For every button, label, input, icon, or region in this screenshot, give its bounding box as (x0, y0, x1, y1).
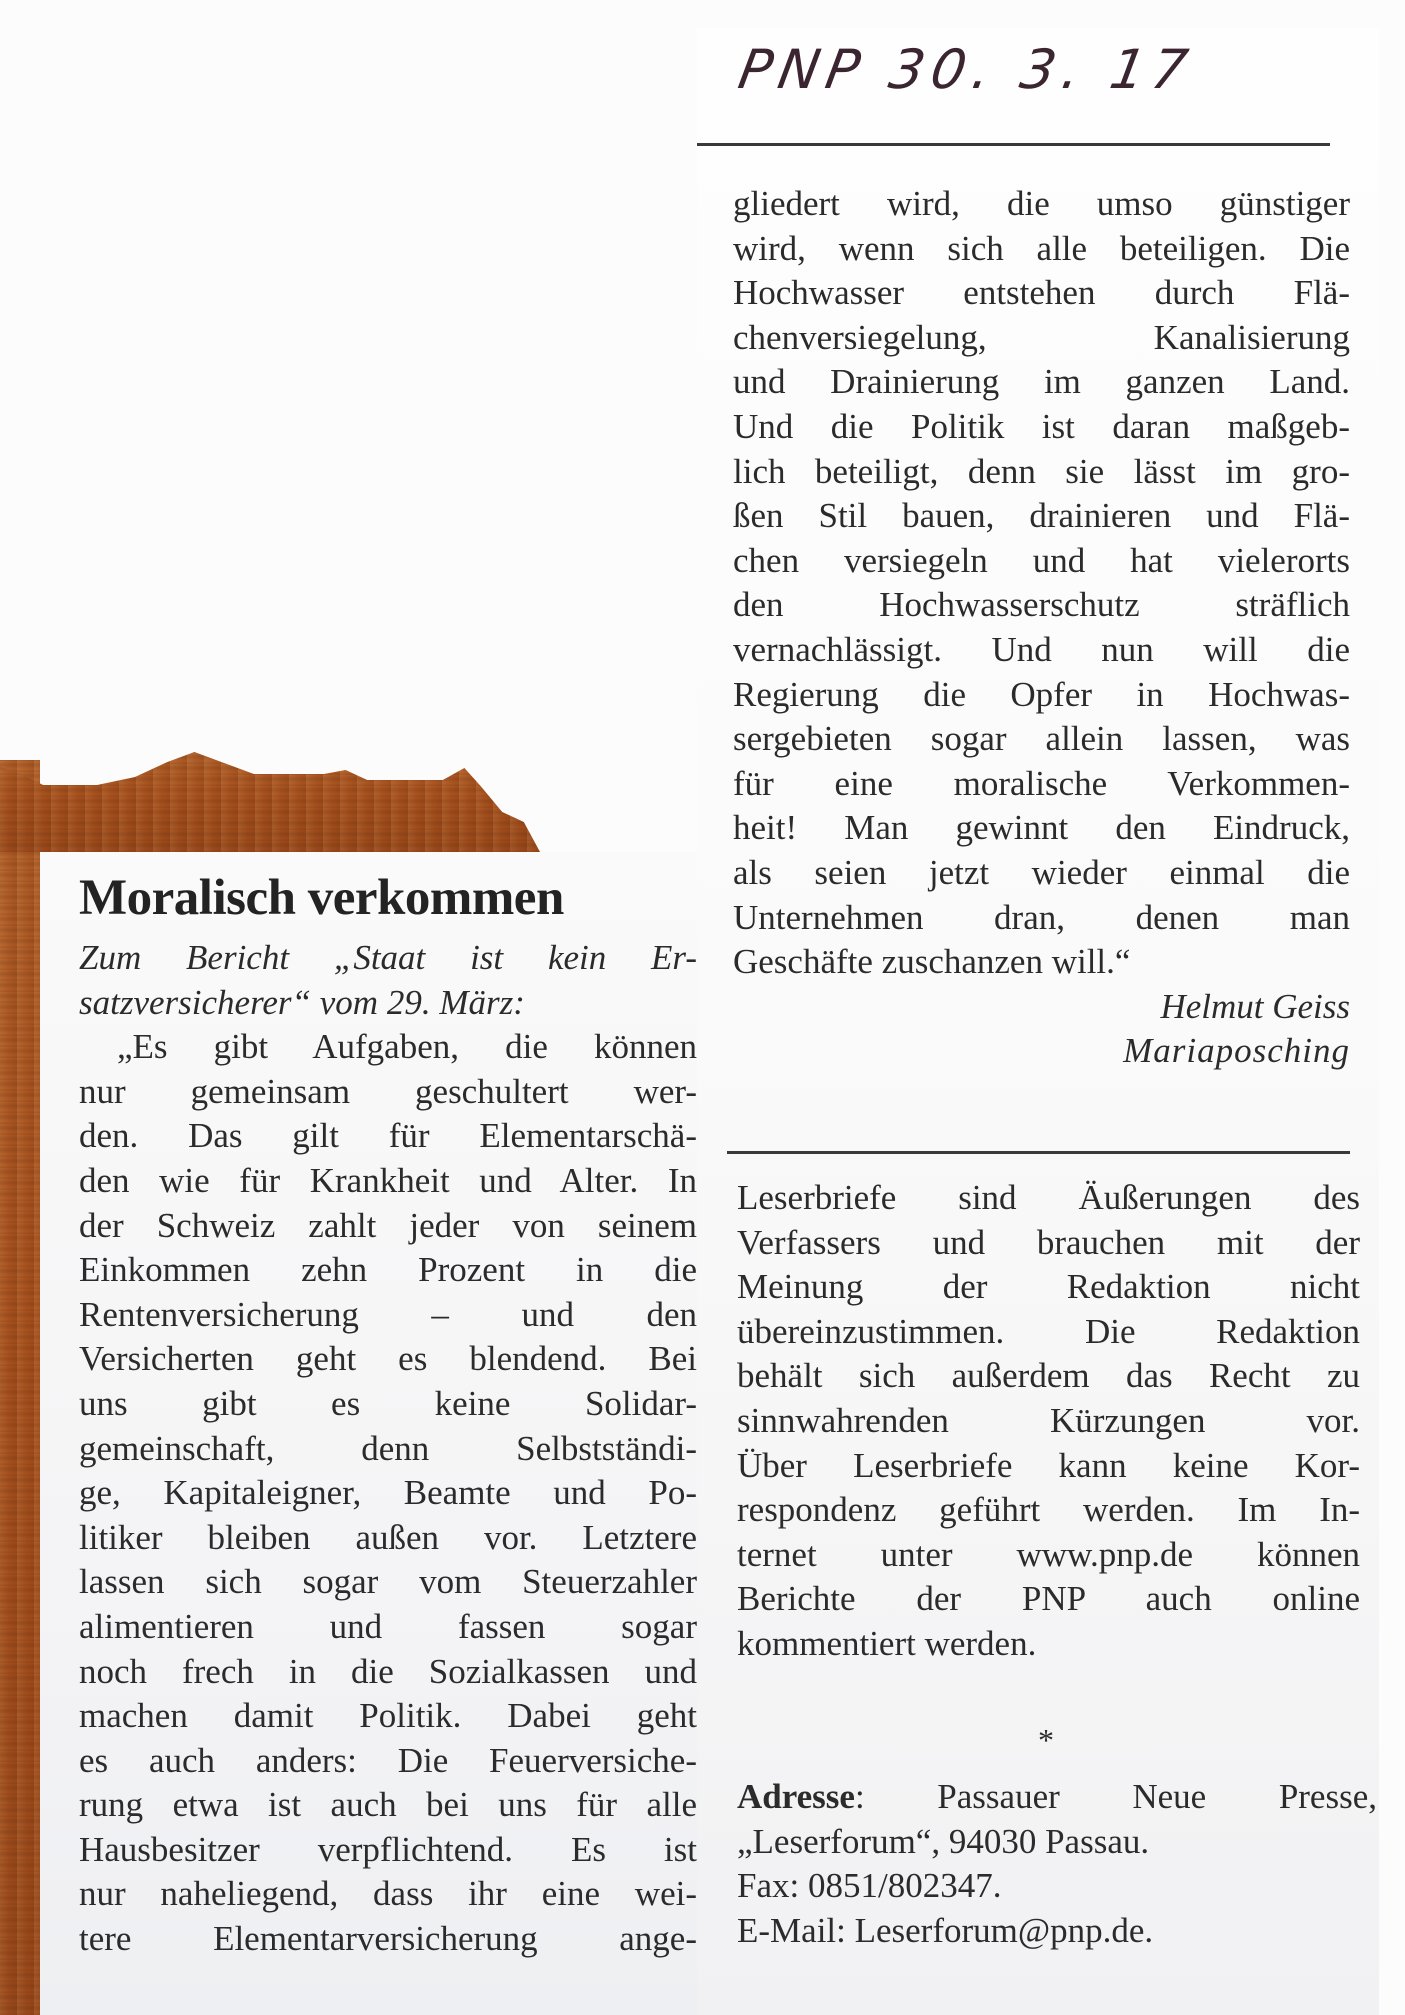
letter-body-line: für eine moralische Verkommen- (733, 763, 1350, 803)
contact-block (737, 1775, 1377, 1953)
letter-body-line: nur gemeinsam geschultert wer- (79, 1071, 697, 1111)
letter-body-line: wird, wenn sich alle beteiligen. Die (733, 228, 1350, 268)
wood-background (0, 760, 40, 2015)
disclaimer-line: respondenz geführt werden. Im In- (737, 1490, 1360, 1530)
letter-body-line: den. Das gilt für Elementarschä- (79, 1116, 697, 1156)
contact-email: E-Mail: Leserforum@pnp.de. (737, 1910, 1154, 1950)
letter-body-line: Rentenversicherung – und den (79, 1294, 697, 1334)
letter-headline: Moralisch verkommen (79, 870, 564, 926)
letter-body-line: vernachlässigt. Und nun will die (733, 629, 1350, 669)
disclaimer-line: Berichte der PNP auch online (737, 1579, 1360, 1619)
disclaimer-line: kommentiert werden. (737, 1623, 1037, 1663)
letter-left-column (79, 936, 697, 1962)
disclaimer-line: Über Leserbriefe kann keine Kor- (737, 1445, 1360, 1485)
letter-body-line: den wie für Krankheit und Alter. In (79, 1160, 697, 1200)
letter-body-line: chen versiegeln und hat vielerorts (733, 540, 1350, 580)
letter-body-line: heit! Man gewinnt den Eindruck, (733, 808, 1350, 848)
letter-body-line: tere Elementarversicherung ange- (79, 1919, 697, 1959)
letter-body-line: sergebieten sogar allein lassen, was (733, 719, 1350, 759)
letter-body-line: Hochwasser entstehen durch Flä- (733, 273, 1350, 313)
letter-body-line: Unternehmen dran, denen man (733, 897, 1350, 937)
letter-body-line: litiker bleiben außen vor. Letztere (79, 1517, 697, 1557)
letter-body-line: Versicherten geht es blendend. Bei (79, 1339, 697, 1379)
wood-background-torn-edge (0, 752, 540, 852)
letter-body-line: rung etwa ist auch bei uns für alle (79, 1785, 697, 1825)
letter-body-line: alimentieren und fassen sogar (79, 1606, 697, 1646)
letter-subhead-line: Zum Bericht „Staat ist kein Er- (79, 938, 697, 977)
asterisk-separator: * (1038, 1722, 1054, 1758)
disclaimer-line: übereinzustimmen. Die Redaktion (737, 1311, 1360, 1351)
letter-author: Helmut Geiss (1160, 986, 1350, 1026)
contact-address-line-2: „Leserforum“, 94030 Passau. (737, 1821, 1150, 1861)
disclaimer-line: behält sich außerdem das Recht zu (737, 1356, 1360, 1396)
disclaimer-line: Meinung der Redaktion nicht (737, 1267, 1360, 1307)
letter-body-line: es auch anders: Die Feuerversiche- (79, 1740, 697, 1780)
letter-body-line: ge, Kapitaleigner, Beamte und Po- (79, 1473, 697, 1513)
letter-body-line: machen damit Politik. Dabei geht (79, 1696, 697, 1736)
address-label: Adresse (737, 1777, 855, 1816)
letter-body-line: lich beteiligt, denn sie lässt im gro- (733, 451, 1350, 491)
letter-body-line: als seien jetzt wieder einmal die (733, 852, 1350, 892)
letter-body-line: Regierung die Opfer in Hochwas- (733, 674, 1350, 714)
disclaimer-divider (727, 1151, 1350, 1154)
letter-body-line: gemeinschaft, denn Selbstständi- (79, 1428, 697, 1468)
letter-subhead-line: satzversicherer“ vom 29. März: (79, 982, 525, 1022)
contact-fax: Fax: 0851/802347. (737, 1866, 1002, 1906)
disclaimer-line: Verfassers und brauchen mit der (737, 1222, 1360, 1262)
letter-body-line: noch frech in die Sozialkassen und (79, 1651, 697, 1691)
disclaimer-line: ternet unter www.pnp.de können (737, 1534, 1360, 1574)
letter-body-line: Und die Politik ist daran maßgeb- (733, 406, 1350, 446)
letter-body-line: chenversiegelung, Kanalisierung (733, 317, 1350, 357)
disclaimer-line: sinnwahrenden Kürzungen vor. (737, 1400, 1360, 1440)
letter-body-line: lassen sich sogar vom Steuerzahler (79, 1562, 697, 1602)
letter-body-line: den Hochwasserschutz sträflich (733, 585, 1350, 625)
letter-body-line: Einkommen zehn Prozent in die (79, 1250, 697, 1290)
letter-body-line: Hausbesitzer verpflichtend. Es ist (79, 1829, 697, 1869)
address-value: : Passauer Neue Presse, (854, 1777, 1377, 1816)
disclaimer-block (737, 1176, 1360, 1667)
letter-body-line: der Schweiz zahlt jeder von seinem (79, 1205, 697, 1245)
letter-body-line: „Es gibt Aufgaben, die können (117, 1027, 697, 1067)
letter-body-line: gliedert wird, die umso günstiger (733, 184, 1350, 223)
letter-body-line: Geschäfte zuschanzen will.“ (733, 942, 1131, 982)
disclaimer-line: Leserbriefe sind Äußerungen des (737, 1178, 1360, 1217)
letter-right-column (733, 182, 1350, 1074)
contact-address-line (737, 1775, 1377, 1820)
top-divider (697, 143, 1330, 146)
letter-author-location: Mariaposching (1123, 1031, 1350, 1071)
letter-body-line: nur naheliegend, dass ihr eine wei- (79, 1874, 697, 1914)
letter-body-line: uns gibt es keine Solidar- (79, 1383, 697, 1423)
letter-body-line: und Drainierung im ganzen Land. (733, 362, 1350, 402)
handwritten-date-note: PNP 30. 3. 17 (733, 38, 1200, 101)
letter-body-line: ßen Stil bauen, drainieren und Flä- (733, 496, 1350, 536)
